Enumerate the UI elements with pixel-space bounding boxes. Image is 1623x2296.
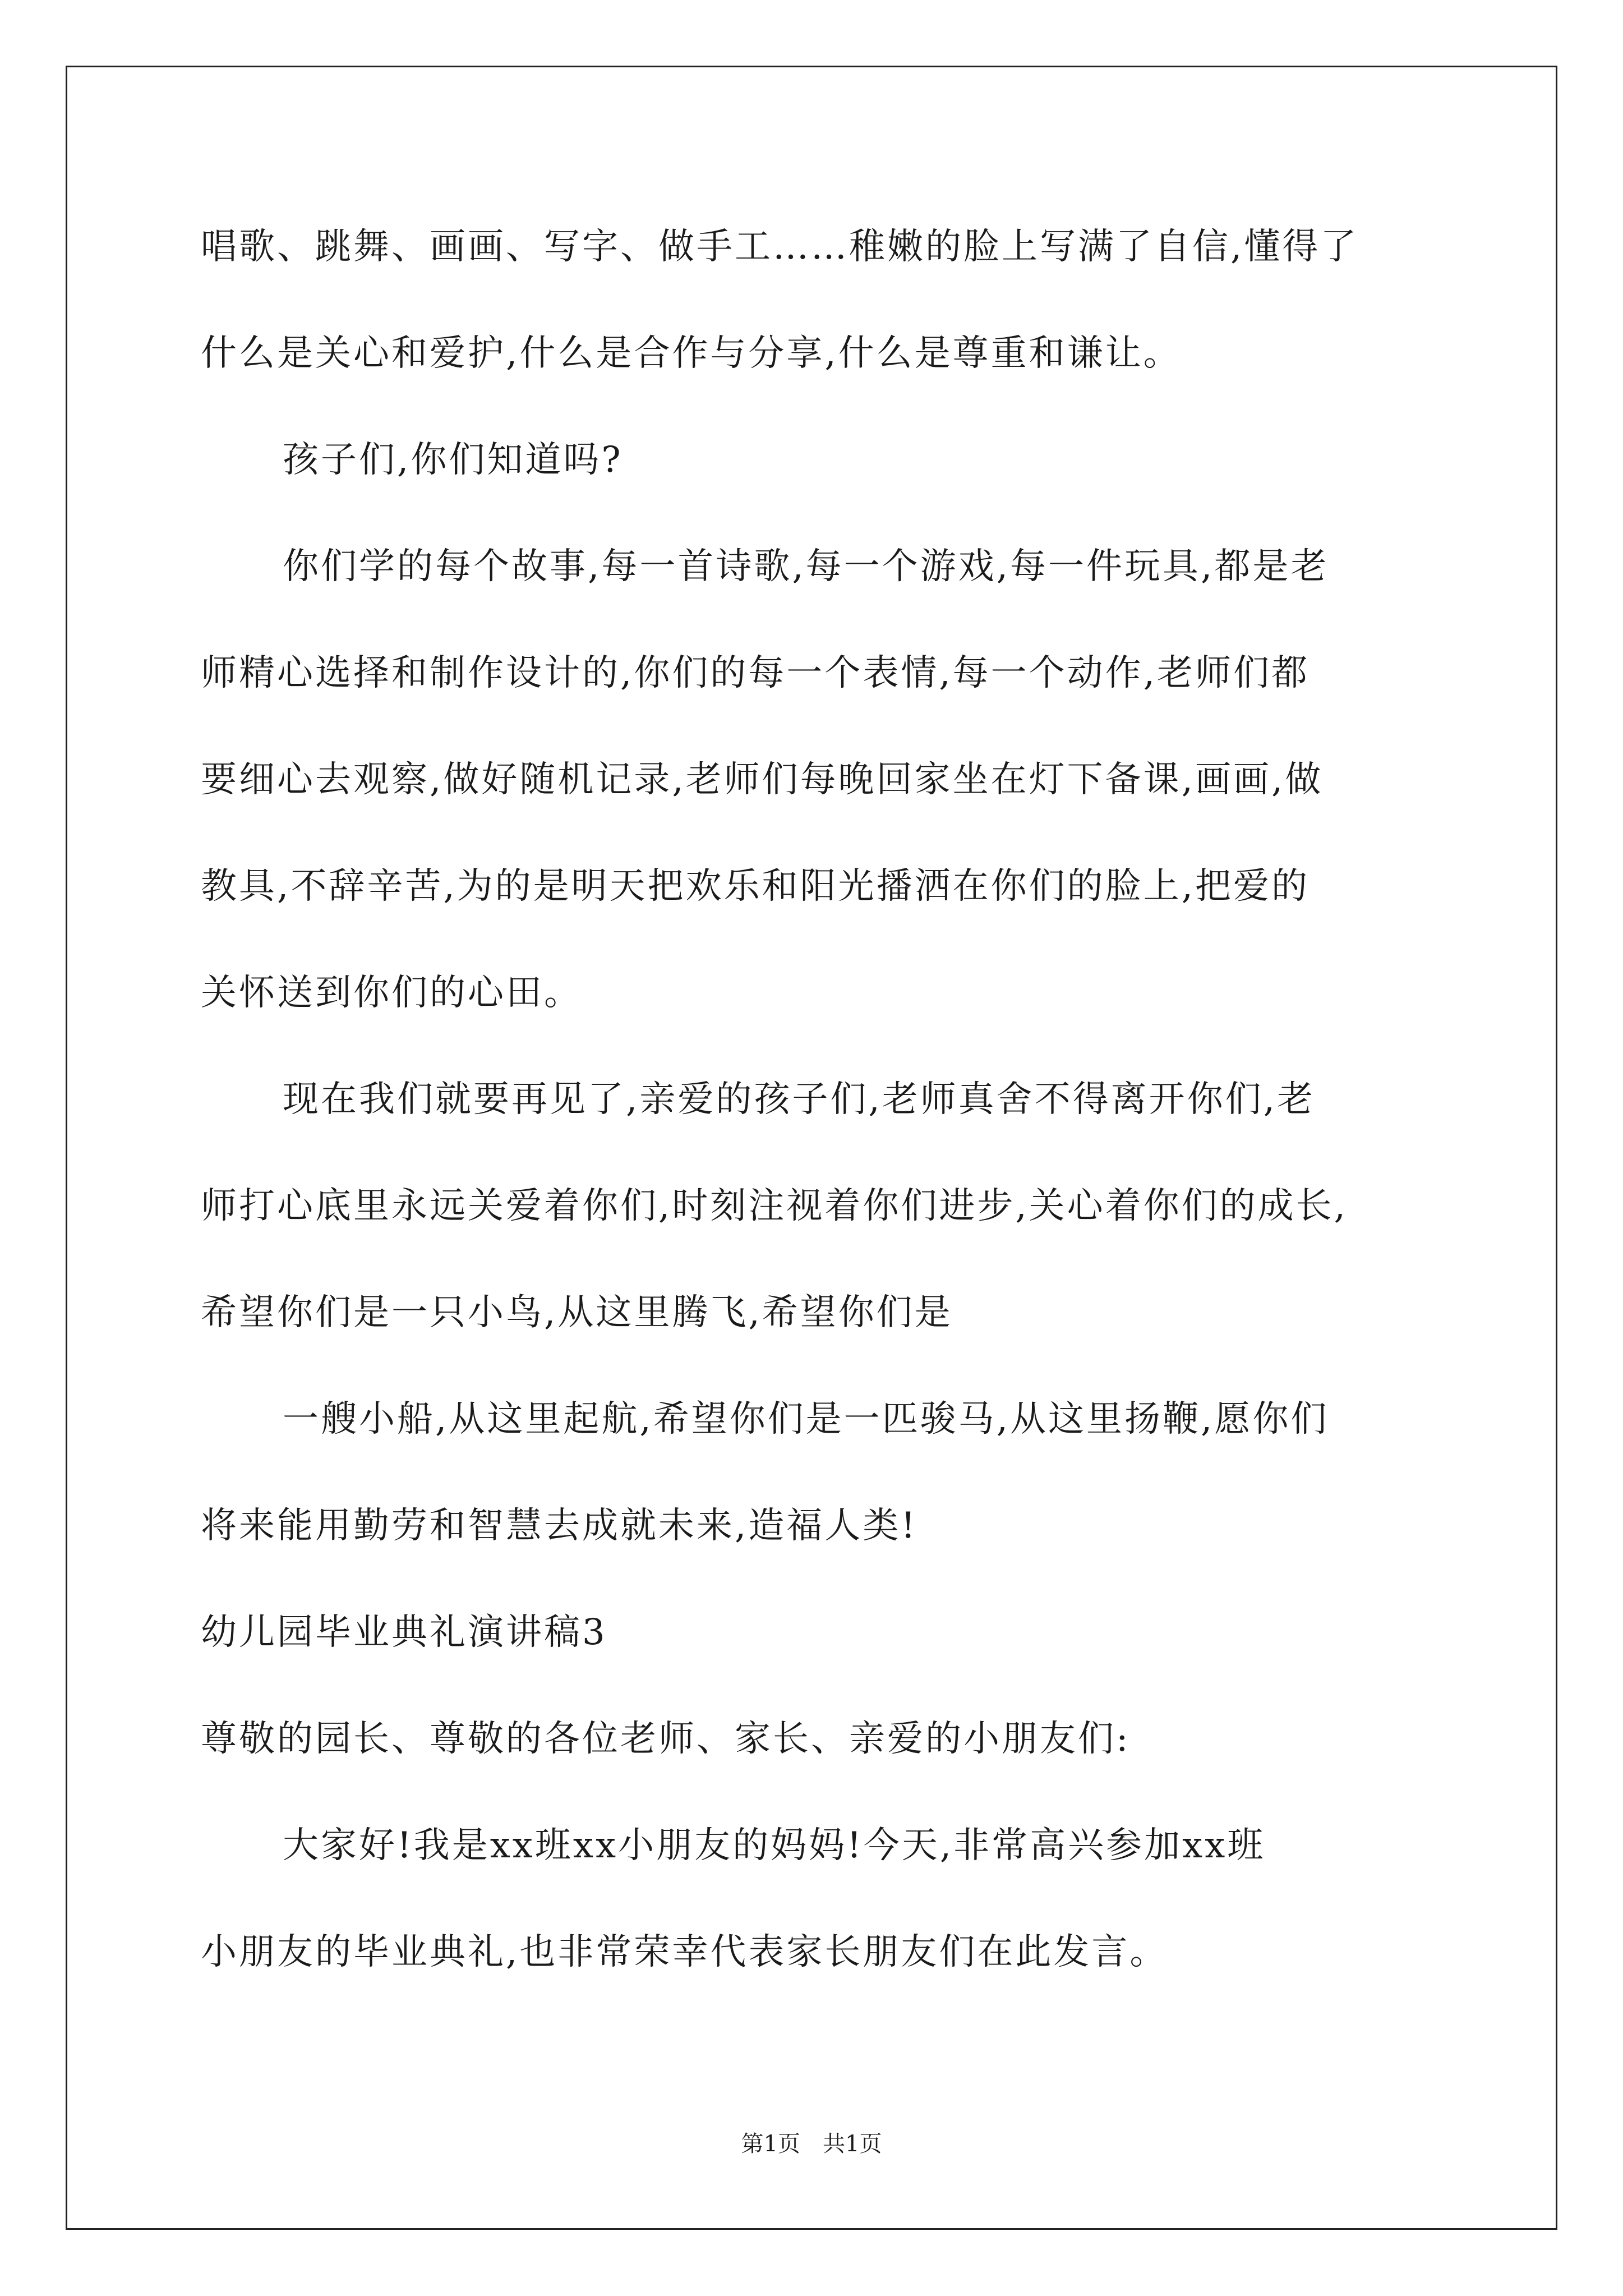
page-footer	[0, 2126, 1623, 2158]
paragraph-line: 师精心选择和制作设计的,你们的每一个表情,每一个动作,老师们都	[201, 652, 1310, 694]
paragraph-line: 将来能用勤劳和智慧去成就未来,造福人类!	[201, 1505, 918, 1547]
paragraph-line: 你们学的每个故事,每一首诗歌,每一个游戏,每一件玩具,都是老	[283, 546, 1329, 587]
page-total: 共1页	[823, 2131, 882, 2157]
paragraph-line: 大家好!我是xx班xx小朋友的妈妈!今天,非常高兴参加xx班	[283, 1825, 1266, 1866]
paragraph-line: 关怀送到你们的心田。	[201, 972, 582, 1014]
paragraph-line: 小朋友的毕业典礼,也非常荣幸代表家长朋友们在此发言。	[201, 1931, 1168, 1973]
paragraph-line: 师打心底里永远关爱着你们,时刻注视着你们进步,关心着你们的成长,	[201, 1185, 1348, 1227]
paragraph-line: 一艘小船,从这里起航,希望你们是一匹骏马,从这里扬鞭,愿你们	[283, 1398, 1329, 1440]
salutation-line: 尊敬的园长、尊敬的各位老师、家长、亲爱的小朋友们:	[201, 1718, 1131, 1760]
paragraph-line: 孩子们,你们知道吗?	[283, 439, 623, 481]
paragraph-line: 唱歌、跳舞、画画、写字、做手工……稚嫩的脸上写满了自信,懂得了	[201, 226, 1359, 268]
page-number: 第1页	[741, 2131, 800, 2157]
paragraph-line: 什么是关心和爱护,什么是合作与分享,什么是尊重和谦让。	[201, 333, 1182, 374]
paragraph-line: 要细心去观察,做好随机记录,老师们每晚回家坐在灯下备课,画画,做	[201, 759, 1324, 800]
section-heading: 幼儿园毕业典礼演讲稿3	[201, 1612, 607, 1653]
page-border	[66, 66, 1557, 2230]
paragraph-line: 教具,不辞辛苦,为的是明天把欢乐和阳光播洒在你们的脸上,把爱的	[201, 866, 1310, 907]
paragraph-line: 现在我们就要再见了,亲爱的孩子们,老师真舍不得离开你们,老	[283, 1079, 1316, 1120]
paragraph-line: 希望你们是一只小鸟,从这里腾飞,希望你们是	[201, 1292, 953, 1333]
